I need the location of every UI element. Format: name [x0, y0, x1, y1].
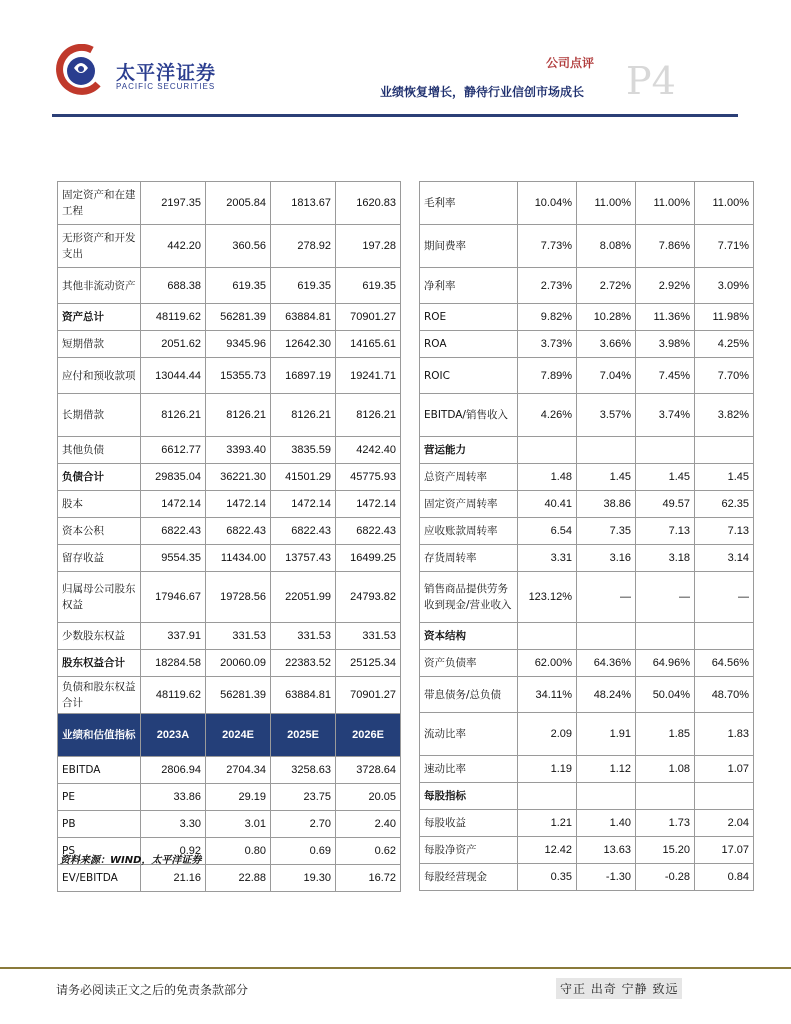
cell-value — [636, 783, 695, 810]
cell-value: 2.73% — [518, 268, 577, 304]
cell-value: 6612.77 — [141, 437, 206, 464]
cell-value: 3835.59 — [271, 437, 336, 464]
cell-value: 12.42 — [518, 837, 577, 864]
cell-value: 3.98% — [636, 331, 695, 358]
cell-value: 3.74% — [636, 394, 695, 437]
cell-value: 13.63 — [577, 837, 636, 864]
cell-value: 9.82% — [518, 304, 577, 331]
footer-disclaimer: 请务必阅读正文之后的免责条款部分 — [56, 983, 249, 997]
cell-value: 688.38 — [141, 268, 206, 304]
cell-value: 22051.99 — [271, 572, 336, 623]
cell-value: 0.35 — [518, 864, 577, 891]
row-label: 存货周转率 — [420, 545, 518, 572]
cell-value: 1813.67 — [271, 182, 336, 225]
cell-value: 442.20 — [141, 225, 206, 268]
row-label: 期间费率 — [420, 225, 518, 268]
cell-value: 11.00% — [636, 182, 695, 225]
cell-value: 10.28% — [577, 304, 636, 331]
table-row — [420, 464, 754, 491]
row-label: 带息债务/总负债 — [420, 677, 518, 713]
cell-value: 12642.30 — [271, 331, 336, 358]
cell-value: 64.96% — [636, 650, 695, 677]
cell-value: 20.05 — [336, 784, 401, 811]
footer-motto: 守正 出奇 宁静 致远 — [556, 978, 682, 999]
table-row — [420, 677, 754, 713]
cell-value: 3393.40 — [206, 437, 271, 464]
cell-value: 1.73 — [636, 810, 695, 837]
row-label: 销售商品提供劳务收到现金/营业收入 — [420, 572, 518, 623]
table-row — [58, 182, 401, 225]
cell-value: 7.13 — [636, 518, 695, 545]
table-row — [420, 756, 754, 783]
cell-value: 19241.71 — [336, 358, 401, 394]
cell-value — [695, 437, 754, 464]
cell-value: 0.80 — [206, 838, 271, 865]
cell-value: 34.11% — [518, 677, 577, 713]
cell-value: 6822.43 — [206, 518, 271, 545]
cell-value: 2.04 — [695, 810, 754, 837]
cell-value: 56281.39 — [206, 677, 271, 714]
cell-value — [636, 437, 695, 464]
row-label: 留存收益 — [58, 545, 141, 572]
cell-value: 3.66% — [577, 331, 636, 358]
cell-value — [695, 783, 754, 810]
cell-value: 49.57 — [636, 491, 695, 518]
row-label: PS — [58, 838, 141, 865]
row-label: 负债合计 — [58, 464, 141, 491]
row-label: 毛利率 — [420, 182, 518, 225]
cell-value: 3.57% — [577, 394, 636, 437]
year-header: 2023A — [141, 714, 206, 757]
cell-value: 2.09 — [518, 713, 577, 756]
cell-value: 4.25% — [695, 331, 754, 358]
cell-value: 3.31 — [518, 545, 577, 572]
cell-value: 331.53 — [336, 623, 401, 650]
year-header: 2026E — [336, 714, 401, 757]
cell-value: 0.62 — [336, 838, 401, 865]
cell-value: 1472.14 — [141, 491, 206, 518]
data-source-note: 资料来源：WIND，太平洋证券 — [60, 855, 202, 866]
row-label: EV/EBITDA — [58, 865, 141, 892]
cell-value: 63884.81 — [271, 677, 336, 714]
cell-value: 1.07 — [695, 756, 754, 783]
row-label: 长期借款 — [58, 394, 141, 437]
cell-value: 3.16 — [577, 545, 636, 572]
cell-value: 4242.40 — [336, 437, 401, 464]
row-label: EBITDA — [58, 757, 141, 784]
cell-value: 2806.94 — [141, 757, 206, 784]
cell-value: 14165.61 — [336, 331, 401, 358]
row-label: 股东权益合计 — [58, 650, 141, 677]
cell-value: 64.36% — [577, 650, 636, 677]
row-label: 净利率 — [420, 268, 518, 304]
row-label: PB — [58, 811, 141, 838]
table-row — [58, 464, 401, 491]
cell-value: 360.56 — [206, 225, 271, 268]
table-row — [420, 837, 754, 864]
year-header: 2024E — [206, 714, 271, 757]
row-label: 流动比率 — [420, 713, 518, 756]
table-row — [58, 784, 401, 811]
cell-value — [518, 437, 577, 464]
cell-value: 8126.21 — [336, 394, 401, 437]
report-headline: 业绩恢复增长，静待行业信创市场成长 — [380, 85, 585, 99]
table-row — [58, 811, 401, 838]
table-row — [58, 650, 401, 677]
cell-value: 331.53 — [206, 623, 271, 650]
cell-value: 48119.62 — [141, 304, 206, 331]
cell-value: 6822.43 — [141, 518, 206, 545]
table-row — [420, 394, 754, 437]
table-row — [420, 304, 754, 331]
row-label: ROE — [420, 304, 518, 331]
cell-value: 11434.00 — [206, 545, 271, 572]
cell-value: 3258.63 — [271, 757, 336, 784]
table-row — [58, 518, 401, 545]
cell-value — [577, 783, 636, 810]
cell-value: 619.35 — [206, 268, 271, 304]
cell-value: 50.04% — [636, 677, 695, 713]
cell-value: 62.35 — [695, 491, 754, 518]
cell-value: 619.35 — [336, 268, 401, 304]
cell-value: 123.12% — [518, 572, 577, 623]
row-label: PE — [58, 784, 141, 811]
cell-value: 278.92 — [271, 225, 336, 268]
cell-value: 48.24% — [577, 677, 636, 713]
cell-value: 15355.73 — [206, 358, 271, 394]
cell-value: 22.88 — [206, 865, 271, 892]
row-label: 短期借款 — [58, 331, 141, 358]
table-row — [420, 182, 754, 225]
row-label: 速动比率 — [420, 756, 518, 783]
cell-value: 331.53 — [271, 623, 336, 650]
cell-value: 1.48 — [518, 464, 577, 491]
cell-value: 0.84 — [695, 864, 754, 891]
cell-value: 21.16 — [141, 865, 206, 892]
cell-value: 2197.35 — [141, 182, 206, 225]
cell-value: 16897.19 — [271, 358, 336, 394]
cell-value: 2005.84 — [206, 182, 271, 225]
cell-value: 1.19 — [518, 756, 577, 783]
cell-value: 9554.35 — [141, 545, 206, 572]
row-label: 每股收益 — [420, 810, 518, 837]
cell-value: 33.86 — [141, 784, 206, 811]
cell-value: 0.92 — [141, 838, 206, 865]
cell-value: 619.35 — [271, 268, 336, 304]
cell-value: 1.45 — [695, 464, 754, 491]
cell-value — [695, 623, 754, 650]
cell-value: -1.30 — [577, 864, 636, 891]
cell-value: 2.92% — [636, 268, 695, 304]
row-label: 无形资产和开发支出 — [58, 225, 141, 268]
cell-value: 1472.14 — [206, 491, 271, 518]
row-label: 固定资产周转率 — [420, 491, 518, 518]
table-row — [58, 437, 401, 464]
row-label: 少数股东权益 — [58, 623, 141, 650]
cell-value — [577, 437, 636, 464]
cell-value: 1620.83 — [336, 182, 401, 225]
table-row — [420, 358, 754, 394]
cell-value: 1472.14 — [336, 491, 401, 518]
cell-value: 197.28 — [336, 225, 401, 268]
cell-value: 22383.52 — [271, 650, 336, 677]
valuation-header-label: 业绩和估值指标 — [58, 714, 141, 757]
table-row — [58, 268, 401, 304]
cell-value: 1.40 — [577, 810, 636, 837]
cell-value: 11.36% — [636, 304, 695, 331]
cell-value: 7.86% — [636, 225, 695, 268]
table-row — [420, 491, 754, 518]
cell-value: 1.85 — [636, 713, 695, 756]
cell-value: — — [695, 572, 754, 623]
brand-name-en: PACIFIC SECURITIES — [116, 82, 216, 91]
cell-value — [518, 623, 577, 650]
table-row — [420, 810, 754, 837]
cell-value: 38.86 — [577, 491, 636, 518]
cell-value: 3.01 — [206, 811, 271, 838]
cell-value: 7.70% — [695, 358, 754, 394]
cell-value: 1.12 — [577, 756, 636, 783]
cell-value: 2.40 — [336, 811, 401, 838]
cell-value: 337.91 — [141, 623, 206, 650]
row-label: 固定资产和在建工程 — [58, 182, 141, 225]
row-label: 每股经营现金 — [420, 864, 518, 891]
table-row — [58, 331, 401, 358]
table-row — [420, 650, 754, 677]
cell-value: 11.98% — [695, 304, 754, 331]
cell-value: 63884.81 — [271, 304, 336, 331]
cell-value: 7.71% — [695, 225, 754, 268]
table-row — [420, 545, 754, 572]
row-label: 每股净资产 — [420, 837, 518, 864]
cell-value: 16.72 — [336, 865, 401, 892]
row-label: 归属母公司股东权益 — [58, 572, 141, 623]
cell-value: 3.30 — [141, 811, 206, 838]
row-label: 资产负债率 — [420, 650, 518, 677]
cell-value: 6822.43 — [271, 518, 336, 545]
cell-value: 24793.82 — [336, 572, 401, 623]
cell-value: 3.73% — [518, 331, 577, 358]
cell-value: — — [636, 572, 695, 623]
cell-value: 40.41 — [518, 491, 577, 518]
cell-value: 3.14 — [695, 545, 754, 572]
section-header-row — [420, 437, 754, 464]
cell-value: 2.72% — [577, 268, 636, 304]
table-row — [58, 757, 401, 784]
cell-value: 1.45 — [577, 464, 636, 491]
table-row — [420, 713, 754, 756]
cell-value: 3728.64 — [336, 757, 401, 784]
cell-value: 3.18 — [636, 545, 695, 572]
cell-value: 7.13 — [695, 518, 754, 545]
year-header: 2025E — [271, 714, 336, 757]
cell-value: -0.28 — [636, 864, 695, 891]
table-row — [58, 545, 401, 572]
cell-value: 48119.62 — [141, 677, 206, 714]
header-divider — [52, 114, 738, 117]
cell-value: 56281.39 — [206, 304, 271, 331]
cell-value: 23.75 — [271, 784, 336, 811]
cell-value: 3.09% — [695, 268, 754, 304]
page-number: P4 — [626, 59, 676, 103]
cell-value: 6822.43 — [336, 518, 401, 545]
cell-value: 17.07 — [695, 837, 754, 864]
cell-value: 1472.14 — [271, 491, 336, 518]
section-header-row — [420, 623, 754, 650]
table-row — [58, 394, 401, 437]
cell-value: 10.04% — [518, 182, 577, 225]
row-label: 资产总计 — [58, 304, 141, 331]
table-row — [420, 572, 754, 623]
table-row — [58, 865, 401, 892]
table-row — [420, 331, 754, 358]
row-label: ROIC — [420, 358, 518, 394]
table-row — [58, 572, 401, 623]
footer-divider — [0, 967, 791, 969]
cell-value: 45775.93 — [336, 464, 401, 491]
table-row — [420, 518, 754, 545]
cell-value: 2704.34 — [206, 757, 271, 784]
pacific-securities-logo-icon — [52, 44, 110, 96]
cell-value: 16499.25 — [336, 545, 401, 572]
table-row — [58, 358, 401, 394]
row-label: EBITDA/销售收入 — [420, 394, 518, 437]
row-label: 每股指标 — [420, 783, 518, 810]
cell-value: 62.00% — [518, 650, 577, 677]
row-label: 股本 — [58, 491, 141, 518]
table-row — [420, 864, 754, 891]
cell-value: 7.45% — [636, 358, 695, 394]
cell-value: 2051.62 — [141, 331, 206, 358]
cell-value: 20060.09 — [206, 650, 271, 677]
cell-value: 29835.04 — [141, 464, 206, 491]
report-type: 公司点评 — [546, 56, 595, 70]
cell-value: 13044.44 — [141, 358, 206, 394]
cell-value: 36221.30 — [206, 464, 271, 491]
cell-value: 70901.27 — [336, 304, 401, 331]
cell-value: 15.20 — [636, 837, 695, 864]
cell-value: 1.21 — [518, 810, 577, 837]
cell-value: 18284.58 — [141, 650, 206, 677]
row-label: 应收账款周转率 — [420, 518, 518, 545]
row-label: 其他非流动资产 — [58, 268, 141, 304]
cell-value: 64.56% — [695, 650, 754, 677]
cell-value: 9345.96 — [206, 331, 271, 358]
table-row — [58, 225, 401, 268]
cell-value — [636, 623, 695, 650]
cell-value: 70901.27 — [336, 677, 401, 714]
cell-value: 7.73% — [518, 225, 577, 268]
row-label: 资本结构 — [420, 623, 518, 650]
cell-value: 1.08 — [636, 756, 695, 783]
cell-value: 29.19 — [206, 784, 271, 811]
cell-value: 48.70% — [695, 677, 754, 713]
table-row — [58, 304, 401, 331]
cell-value: 8126.21 — [206, 394, 271, 437]
cell-value: 11.00% — [695, 182, 754, 225]
cell-value: 7.89% — [518, 358, 577, 394]
row-label: 应付和预收款项 — [58, 358, 141, 394]
table-row — [420, 268, 754, 304]
row-label: 资本公积 — [58, 518, 141, 545]
cell-value: 41501.29 — [271, 464, 336, 491]
row-label: 总资产周转率 — [420, 464, 518, 491]
cell-value: — — [577, 572, 636, 623]
cell-value — [518, 783, 577, 810]
cell-value: 7.35 — [577, 518, 636, 545]
financial-ratios-table — [419, 181, 754, 891]
cell-value: 2.70 — [271, 811, 336, 838]
cell-value: 0.69 — [271, 838, 336, 865]
cell-value: 11.00% — [577, 182, 636, 225]
cell-value: 1.45 — [636, 464, 695, 491]
cell-value: 25125.34 — [336, 650, 401, 677]
cell-value: 17946.67 — [141, 572, 206, 623]
cell-value: 8126.21 — [141, 394, 206, 437]
table-row — [420, 225, 754, 268]
cell-value: 8126.21 — [271, 394, 336, 437]
valuation-header-row — [58, 714, 401, 757]
section-header-row — [420, 783, 754, 810]
cell-value: 6.54 — [518, 518, 577, 545]
row-label: ROA — [420, 331, 518, 358]
table-row — [58, 623, 401, 650]
cell-value: 4.26% — [518, 394, 577, 437]
cell-value — [577, 623, 636, 650]
balance-sheet-table — [57, 181, 401, 892]
cell-value: 19728.56 — [206, 572, 271, 623]
row-label: 负债和股东权益合计 — [58, 677, 141, 714]
cell-value: 3.82% — [695, 394, 754, 437]
cell-value: 1.83 — [695, 713, 754, 756]
brand-name-cn: 太平洋证券 — [116, 62, 217, 84]
cell-value: 1.91 — [577, 713, 636, 756]
table-row — [58, 677, 401, 714]
cell-value: 8.08% — [577, 225, 636, 268]
cell-value: 13757.43 — [271, 545, 336, 572]
row-label: 其他负债 — [58, 437, 141, 464]
table-row — [58, 491, 401, 518]
cell-value: 19.30 — [271, 865, 336, 892]
row-label: 营运能力 — [420, 437, 518, 464]
cell-value: 7.04% — [577, 358, 636, 394]
